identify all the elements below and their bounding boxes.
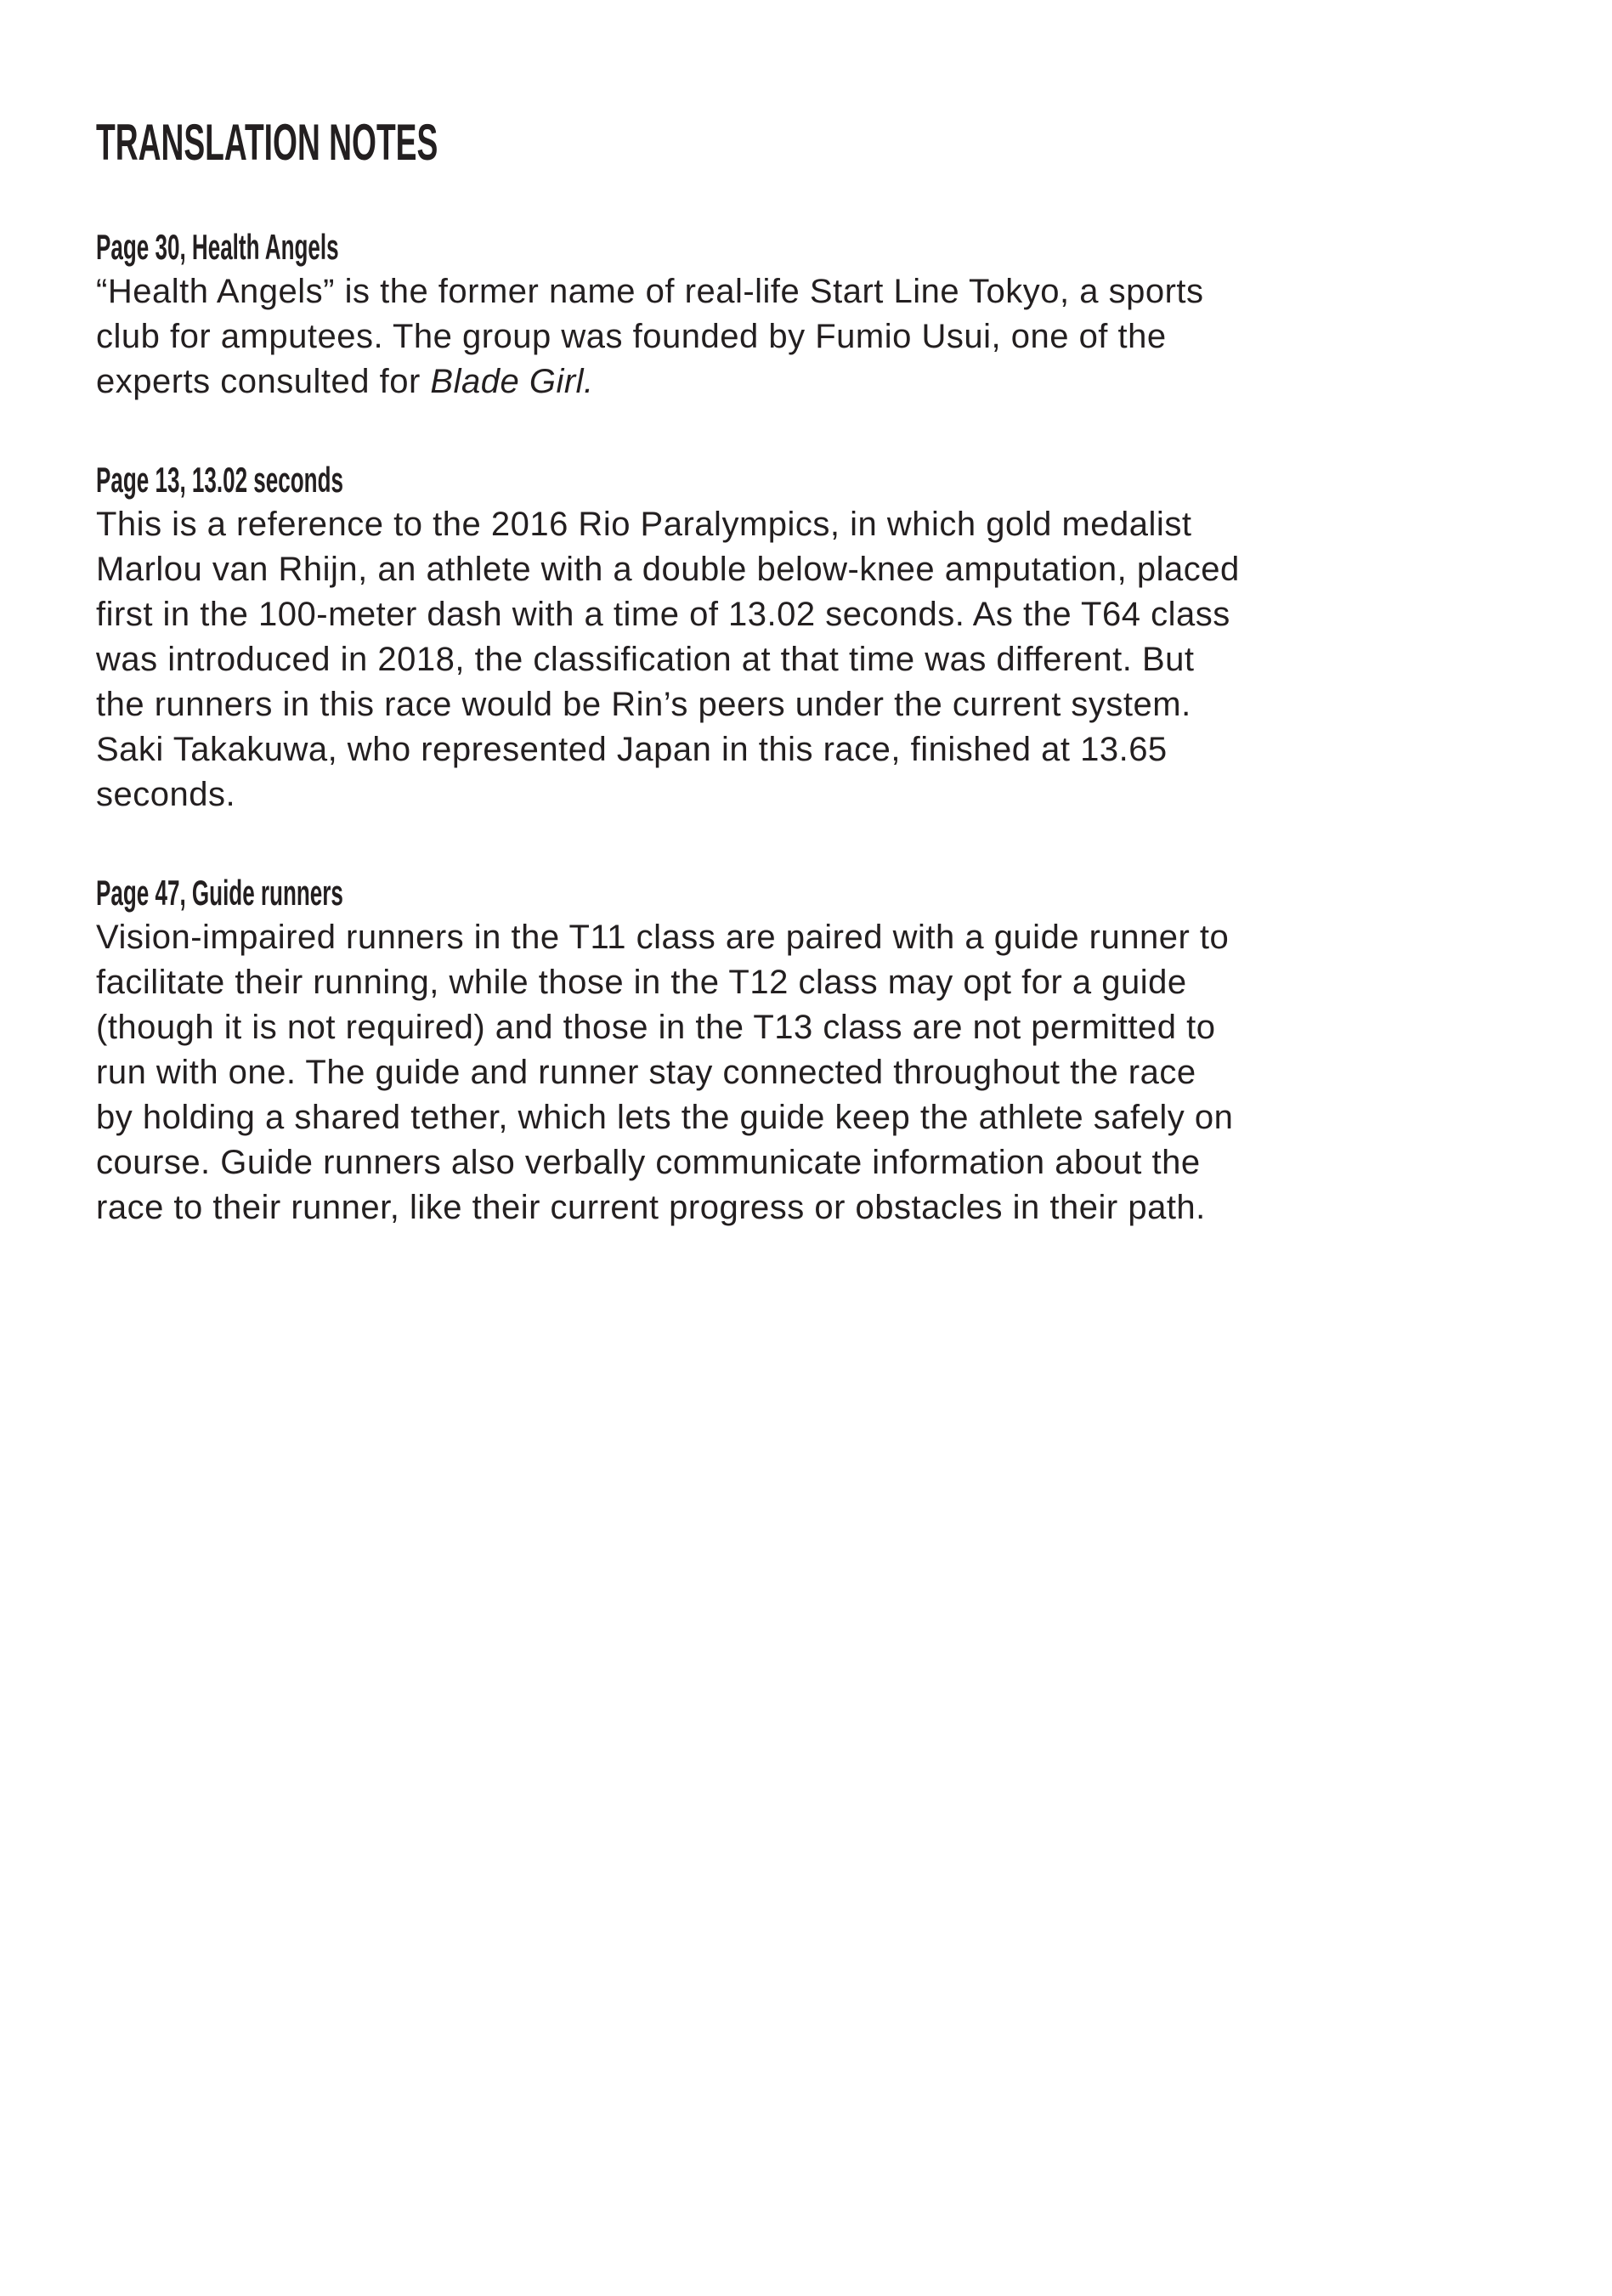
body-line: (though it is not required) and those in the T13 class are not permitted to — [96, 1009, 1216, 1046]
body-line: “Health Angels” is the former name of real-life Start Line Tokyo, a sports — [96, 273, 1204, 310]
body-line: run with one. The guide and runner stay connected throughout the race — [96, 1054, 1196, 1091]
body-line: Marlou van Rhijn, an athlete with a double below-knee amputation, placed — [96, 551, 1240, 588]
body-line: the runners in this race would be Rin’s peers under the current system. — [96, 686, 1191, 723]
body-line: Vision-impaired runners in the T11 class are paired with a guide runner to — [96, 919, 1230, 956]
note-section-guide-runners — [96, 870, 1507, 1230]
page-content — [96, 0, 1507, 1230]
body-line: seconds. — [96, 776, 236, 813]
section-body — [96, 269, 1507, 404]
body-line: facilitate their running, while those in the T12 class may opt for a guide — [96, 964, 1187, 1001]
body-line: was introduced in 2018, the classification at that time was different. But — [96, 641, 1195, 678]
note-section-health-angels — [96, 224, 1507, 404]
section-heading: Page 47, Guide runners — [96, 873, 343, 913]
section-heading: Page 13, 13.02 seconds — [96, 460, 343, 500]
body-line: first in the 100-meter dash with a time of 13.02 seconds. As the T64 class — [96, 596, 1230, 633]
section-heading: Page 30, Health Angels — [96, 227, 339, 267]
body-line — [96, 359, 1507, 404]
body-line: This is a reference to the 2016 Rio Paralympics, in which gold medalist — [96, 506, 1192, 543]
body-line: course. Guide runners also verbally communicate information about the — [96, 1144, 1201, 1181]
body-line: Saki Takakuwa, who represented Japan in this race, finished at 13.65 — [96, 731, 1168, 768]
body-line: by holding a shared tether, which lets the guide keep the athlete safely on — [96, 1099, 1234, 1136]
book-title-italic: Blade Girl. — [430, 363, 594, 400]
body-line: club for amputees. The group was founded by Fumio Usui, one of the — [96, 318, 1167, 355]
note-section-13-02-seconds — [96, 457, 1507, 817]
section-body — [96, 915, 1507, 1230]
body-line-text: experts consulted for — [96, 363, 431, 400]
body-line: race to their runner, like their current progress or obstacles in their path. — [96, 1189, 1206, 1226]
section-body — [96, 502, 1507, 817]
page-title: TRANSLATION NOTES — [96, 114, 438, 171]
